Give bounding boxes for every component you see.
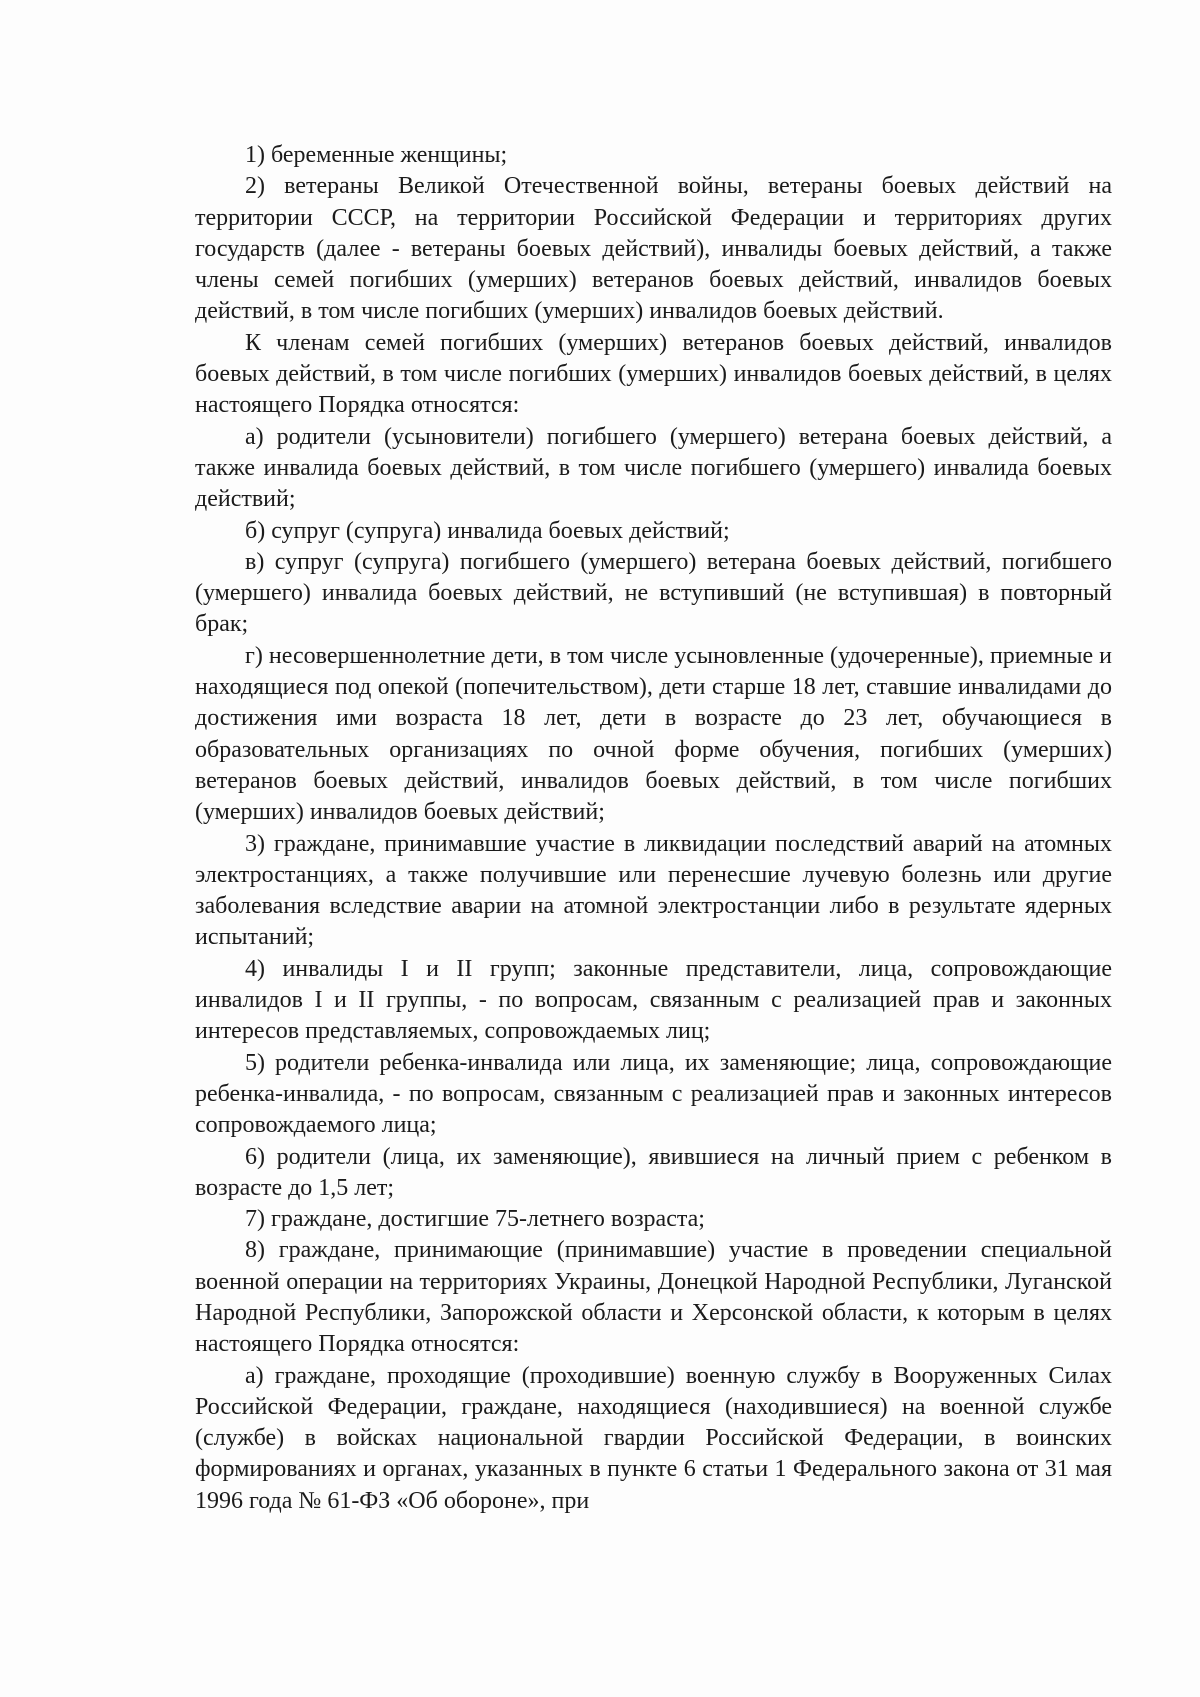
paragraph-item-6: 6) родители (лица, их заменяющие), явившиеся на личный прием с ребенком в возрасте до 1,5 лет; [195, 1143, 1112, 1201]
paragraph-subitem-a: а) родители (усыновители) погибшего (умершего) ветерана боевых действий, а также инвалида боевых действий, в том числе погибшего (умершего) инвалида боевых действий; [195, 423, 1112, 513]
paragraph-family-members: К членам семей погибших (умерших) ветеранов боевых действий, инвалидов боевых действий, в том числе погибших (умерших) инвалидов боевых действий, в целях настоящего Порядка относятся: [195, 329, 1112, 419]
paragraph-item-5: 5) родители ребенка-инвалида или лица, их заменяющие; лица, сопровождающие ребенка-инвалида, - по вопросам, связанным с реализацией прав и законных интересов сопровождаемого лица; [195, 1049, 1112, 1139]
paragraph-item-7: 7) граждане, достигшие 75-летнего возраста; [245, 1206, 705, 1233]
paragraph-subitem-g: г) несовершеннолетние дети, в том числе усыновленные (удочеренные), приемные и находящиеся под опекой (попечительством), дети старше 18 лет, ставшие инвалидами до достижения ими возраста 18 лет, дети в возрасте до 23 лет, обучающиеся в образовательных организациях по очной форме обучения, погибших (умерших) ветеранов боевых действий, инвалидов боевых действий, в том числе погибших (умерших) инвалидов боевых действий; [195, 642, 1112, 826]
paragraph-item-3: 3) граждане, принимавшие участие в ликвидации последствий аварий на атомных электростанциях, а также получившие или перенесшие лучевую болезнь или другие заболевания вследствие аварии на атомной электростанции либо в результате ядерных испытаний; [195, 830, 1112, 951]
paragraph-item-8: 8) граждане, принимающие (принимавшие) участие в проведении специальной военной операции на территориях Украины, Донецкой Народной Республики, Луганской Народной Республики, Запорожской области и Херсонской области, к которым в целях настоящего Порядка относятся: [195, 1237, 1112, 1358]
paragraph-item-8-subitem-a: а) граждане, проходящие (проходившие) военную службу в Вооруженных Силах Российской Федерации, граждане, находящиеся (находившиеся) на военной службе (службе) в войсках национальной гвардии Российской Федерации, в воинских формированиях и органах, указанных в пункте 6 статьи 1 Федерального закона от 31 мая 1996 года № 61-ФЗ «Об обороне», при [195, 1362, 1112, 1514]
paragraph-item-1: 1) беременные женщины; [245, 142, 508, 168]
paragraph-item-2: 2) ветераны Великой Отечественной войны, ветераны боевых действий на территории СССР, на территории Российской Федерации и территориях других государств (далее - ветераны боевых действий), инвалиды боевых действий, а также члены семей погибших (умерших) ветеранов боевых действий, инвалидов боевых действий, в том числе погибших (умерших) инвалидов боевых действий. [195, 173, 1112, 325]
paragraph-item-4: 4) инвалиды I и II групп; законные представители, лица, сопровождающие инвалидов I и II группы, - по вопросам, связанным с реализацией прав и законных интересов представляемых, сопровождаемых лиц; [195, 955, 1112, 1045]
paragraph-subitem-v: в) супруг (супруга) погибшего (умершего) ветерана боевых действий, погибшего (умершего) инвалида боевых действий, не вступивший (не вступившая) в повторный брак; [195, 548, 1112, 638]
document-body [195, 140, 1112, 1517]
paragraph-subitem-b: б) супруг (супруга) инвалида боевых действий; [245, 517, 730, 544]
